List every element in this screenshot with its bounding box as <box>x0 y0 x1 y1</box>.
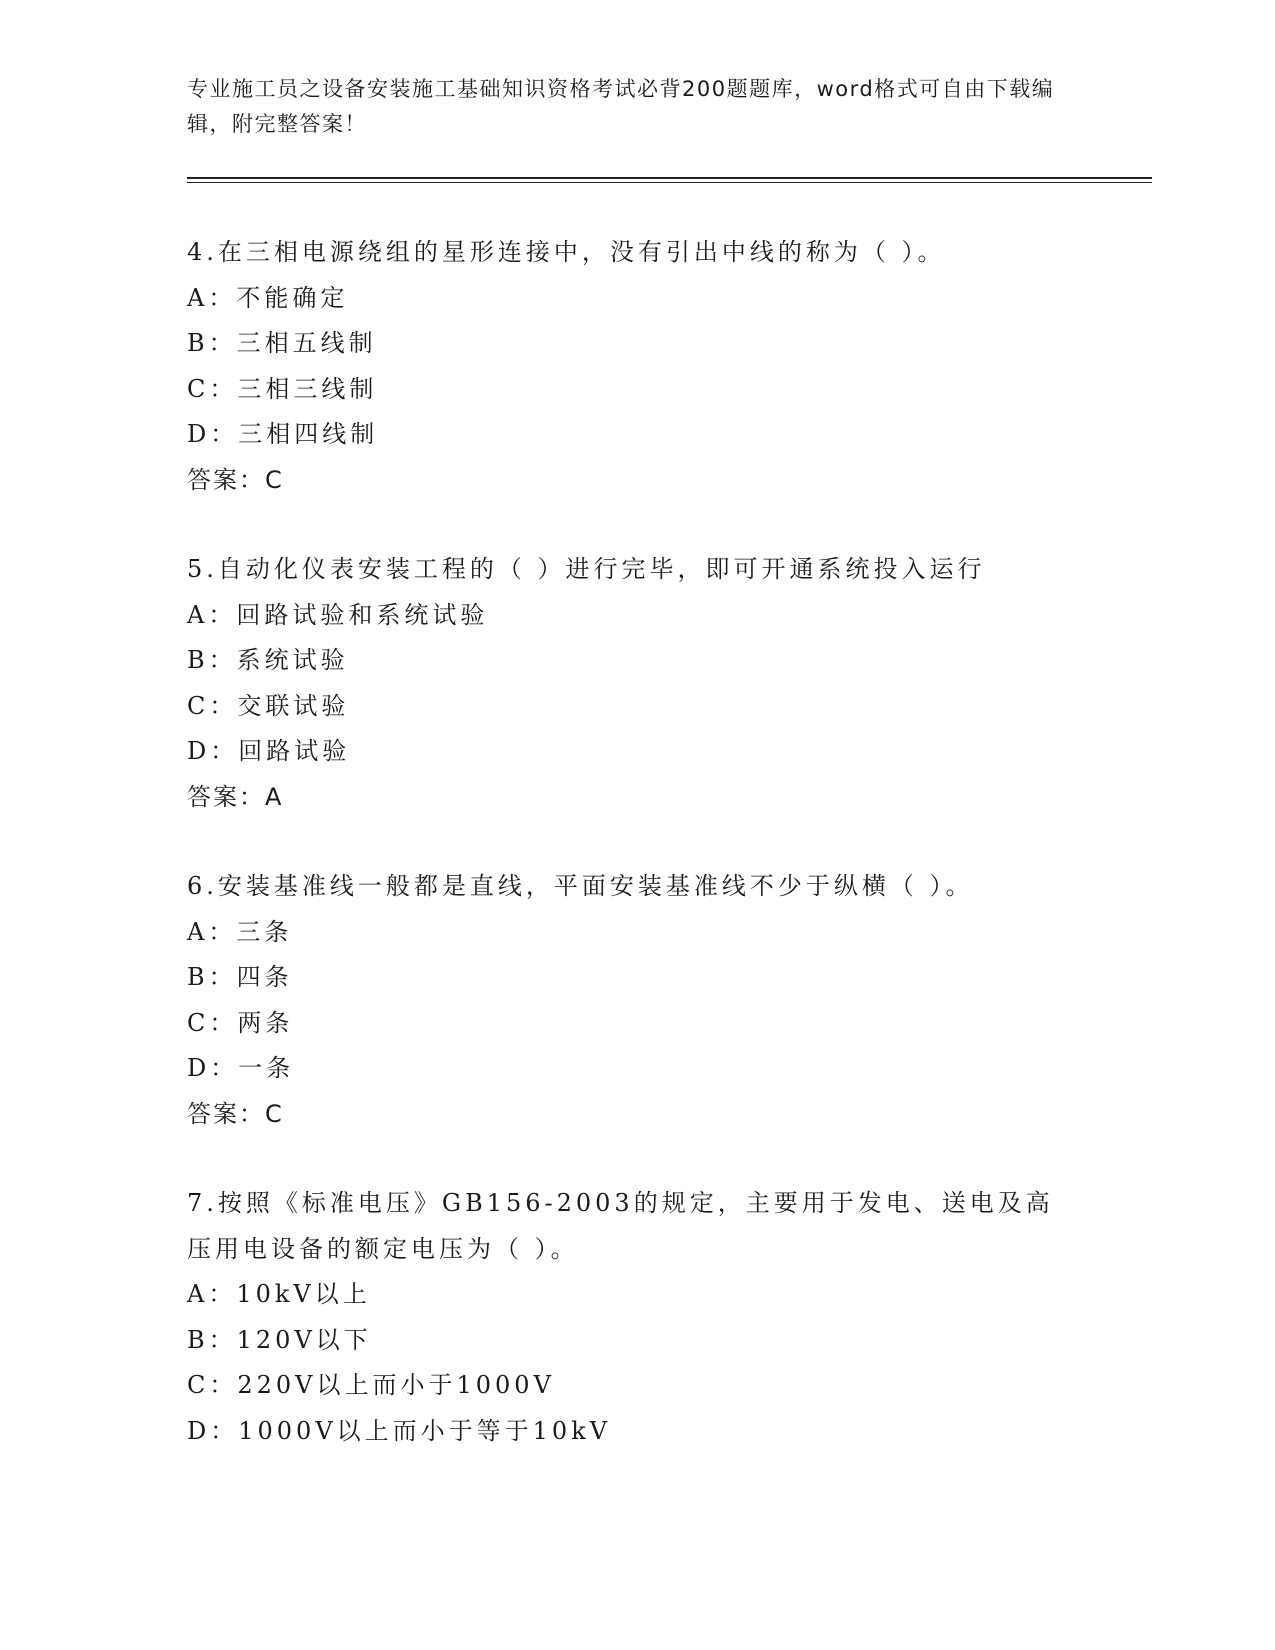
option-b: B：三相五线制 <box>187 329 377 357</box>
question-7 <box>187 1181 1117 1454</box>
option-a: A：不能确定 <box>187 283 349 312</box>
option-c: C：交联试验 <box>187 691 350 720</box>
option-d: D：一条 <box>187 1054 295 1082</box>
document-title: 专业施工员之设备安装施工基础知识资格考试必背200题题库，word格式可自由下载编辑，附完整答案！ <box>187 77 1055 136</box>
question-5 <box>187 547 1117 820</box>
question-stem: 7.按照《标准电压》GB156-2003的规定，主要用于发电、送电及高压用电设备的额定电压为（ ）。 <box>187 1189 1054 1263</box>
header-rule-thick <box>187 177 1152 179</box>
option-b: B：系统试验 <box>187 646 349 674</box>
option-c: C：两条 <box>187 1008 294 1037</box>
header-rule-thin <box>187 182 1152 183</box>
option-b: B：四条 <box>187 963 293 991</box>
option-b: B：120V以下 <box>187 1325 372 1354</box>
option-a: A：回路试验和系统试验 <box>187 600 489 629</box>
question-6 <box>187 864 1117 1137</box>
answer: 答案：C <box>187 1099 284 1128</box>
option-c: C：三相三线制 <box>187 374 378 403</box>
question-list <box>187 230 1117 1498</box>
answer: 答案：A <box>187 782 284 811</box>
question-4 <box>187 230 1117 503</box>
option-d: D：三相四线制 <box>187 420 379 448</box>
option-a: A：10kV以上 <box>187 1280 371 1308</box>
option-d: D：1000V以上而小于等于10kV <box>187 1416 612 1445</box>
option-c: C：220V以上而小于1000V <box>187 1371 555 1399</box>
option-a: A：三条 <box>187 917 293 946</box>
option-d: D：回路试验 <box>187 737 351 765</box>
question-stem: 4.在三相电源绕组的星形连接中，没有引出中线的称为（ ）。 <box>187 238 946 266</box>
answer: 答案：C <box>187 465 284 494</box>
question-stem: 5.自动化仪表安装工程的（ ）进行完毕，即可开通系统投入运行 <box>187 555 986 583</box>
question-stem: 6.安装基准线一般都是直线，平面安装基准线不少于纵横（ ）。 <box>187 872 974 900</box>
